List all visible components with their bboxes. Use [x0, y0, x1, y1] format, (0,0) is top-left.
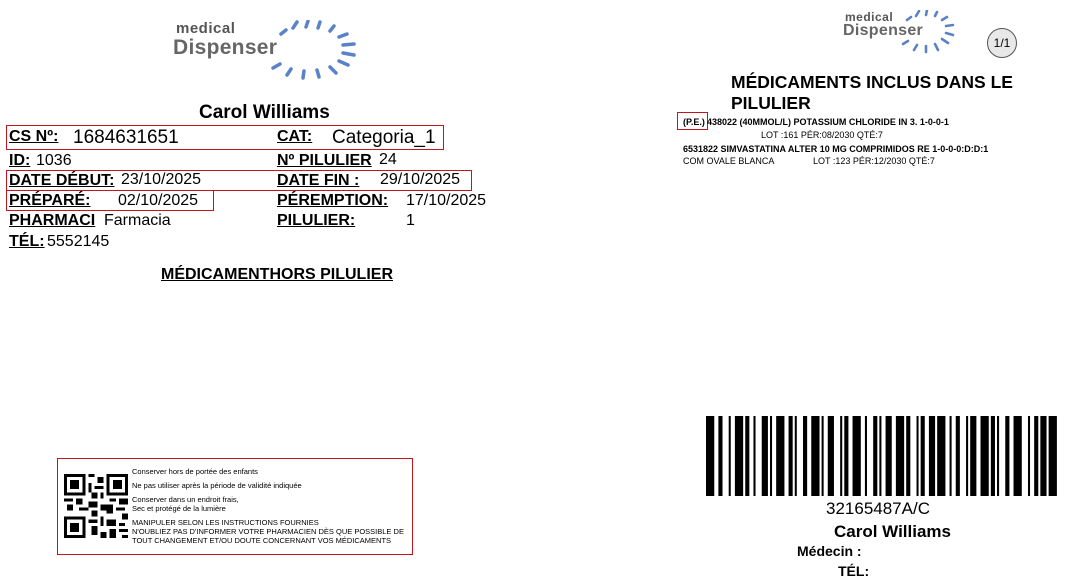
- barcode-bar: [718, 416, 722, 496]
- prepare-label: PRÉPARÉ:: [9, 192, 91, 209]
- med-1-line: 438022 (40MMOL/L) POTASSIUM CHLORIDE IN 3. 1-0-0-1: [707, 117, 949, 127]
- footer-tel-label: TÉL:: [838, 563, 870, 579]
- cat-label: CAT:: [277, 128, 313, 145]
- barcode-bar: [853, 416, 861, 496]
- barcode-bar: [1005, 416, 1009, 496]
- barcode-bar: [991, 416, 995, 496]
- logo-right: [843, 10, 963, 60]
- logo-swirl-icon: [253, 20, 363, 82]
- barcode-bar: [970, 416, 976, 496]
- tel-label: TÉL:: [9, 233, 45, 250]
- barcode-bar: [770, 416, 772, 496]
- date-fin-label: DATE FIN :: [277, 172, 360, 189]
- med-1-sub: LOT :161 PÉR:08/2030 QTÉ:7: [761, 130, 883, 140]
- warning-line-5: MANIPULER SELON LES INSTRUCTIONS FOURNIES: [132, 518, 319, 527]
- barcode-number: 32165487A/C: [826, 499, 930, 518]
- pharmaci-label: PHARMACI: [9, 212, 96, 229]
- warning-line-4: Sec et protégé de la lumière: [132, 504, 226, 513]
- barcode-bar: [873, 416, 877, 496]
- barcode-bar: [729, 416, 731, 496]
- logo-right-word-dispenser: Dispenser: [843, 22, 924, 39]
- date-fin-value: 29/10/2025: [380, 171, 461, 188]
- barcode-icon: [706, 416, 1061, 496]
- barcode-bar: [795, 416, 797, 496]
- peremption-value: 17/10/2025: [406, 192, 487, 209]
- med-2-sub-left: COM OVALE BLANCA: [683, 156, 775, 166]
- warning-line-6: N'OUBLIEZ PAS D'INFORMER VOTRE PHARMACIEN DÈS QUE POSSIBLE DE: [132, 527, 404, 536]
- barcode-bar: [840, 416, 842, 496]
- barcode-bar: [1034, 416, 1038, 496]
- hors-pilulier-title: MÉDICAMENTHORS PILULIER: [161, 266, 393, 283]
- date-debut-label: DATE DÉBUT:: [9, 172, 115, 189]
- barcode-bar: [1040, 416, 1046, 496]
- barcode-bar: [865, 416, 867, 496]
- barcode-bar: [981, 416, 989, 496]
- footer-medecin-label: Médecin :: [797, 543, 862, 559]
- warning-line-3: Conserver dans un endroit frais,: [132, 495, 239, 504]
- barcode-bar: [929, 416, 935, 496]
- pilulier-no-value: 24: [379, 151, 397, 168]
- pilulier-value: 1: [406, 212, 415, 229]
- barcode-bar: [937, 416, 945, 496]
- page-badge: 1/1: [987, 28, 1017, 58]
- footer-patient-name: Carol Williams: [834, 522, 951, 541]
- med-1-tag: (P.E.): [683, 117, 705, 127]
- id-label: ID:: [9, 152, 31, 169]
- barcode-bar: [950, 416, 952, 496]
- warning-line-1: Conserver hors de portée des enfants: [132, 467, 258, 476]
- warning-line-7: TOUT CHANGEMENT ET/OU DOUTE CONCERNANT VOS MÉDICAMENTS: [132, 536, 392, 545]
- pilulier-label: PILULIER:: [277, 212, 356, 229]
- pharmaci-value: Farmacia: [104, 212, 171, 229]
- barcode-bar: [1049, 416, 1057, 496]
- qr-code-icon: [64, 474, 128, 538]
- barcode-bar: [803, 416, 807, 496]
- barcode-bar: [844, 416, 848, 496]
- logo-word-medical: medical: [176, 20, 236, 37]
- cs-value: 1684631651: [73, 127, 179, 148]
- med-2-line: 6531822 SIMVASTATINA ALTER 10 MG COMPRIMIDOS RE 1-0-0-0:D:D:1: [683, 144, 989, 154]
- logo-right-word-medical: medical: [845, 10, 894, 24]
- barcode-bar: [753, 416, 755, 496]
- warning-line-2: Ne pas utiliser après la période de validité indiquée: [132, 481, 302, 490]
- barcode-bar: [811, 416, 819, 496]
- barcode-bar: [706, 416, 714, 496]
- logo-left: [173, 20, 363, 82]
- peremption-label: PÉREMPTION:: [277, 192, 389, 209]
- barcode-bar: [735, 416, 743, 496]
- patient-name: Carol Williams: [199, 102, 330, 123]
- med-2-sub: LOT :123 PÉR:12/2030 QTÉ:7: [813, 156, 935, 166]
- barcode-bar: [822, 416, 824, 496]
- barcode-bar: [789, 416, 793, 496]
- barcode-bar: [896, 416, 904, 496]
- pilulier-no-label: Nº PILULIER: [277, 152, 372, 169]
- barcode-bar: [886, 416, 892, 496]
- barcode-bar: [1028, 416, 1030, 496]
- barcode-bar: [921, 416, 925, 496]
- barcode-bar: [745, 416, 749, 496]
- barcode-bar: [906, 416, 910, 496]
- cs-label: CS Nº:: [9, 128, 59, 145]
- barcode-bar: [966, 416, 968, 496]
- cat-value: Categoria_1: [332, 127, 436, 148]
- id-value: 1036: [36, 152, 72, 169]
- barcode-bar: [776, 416, 784, 496]
- logo-word-dispenser: Dispenser: [173, 36, 278, 59]
- barcode-bar: [828, 416, 834, 496]
- barcode-bar: [879, 416, 881, 496]
- barcode-bar: [997, 416, 999, 496]
- barcode-bar: [1014, 416, 1022, 496]
- barcode-bar: [917, 416, 919, 496]
- tel-value: 5552145: [47, 233, 110, 250]
- barcode-bar: [762, 416, 768, 496]
- inclus-title: MÉDICAMENTS INCLUS DANS LE PILULIER: [731, 72, 1013, 113]
- prepare-value: 02/10/2025: [118, 192, 199, 209]
- barcode-bar: [956, 416, 960, 496]
- date-debut-value: 23/10/2025: [121, 171, 202, 188]
- logo-right-swirl-icon: [895, 10, 957, 62]
